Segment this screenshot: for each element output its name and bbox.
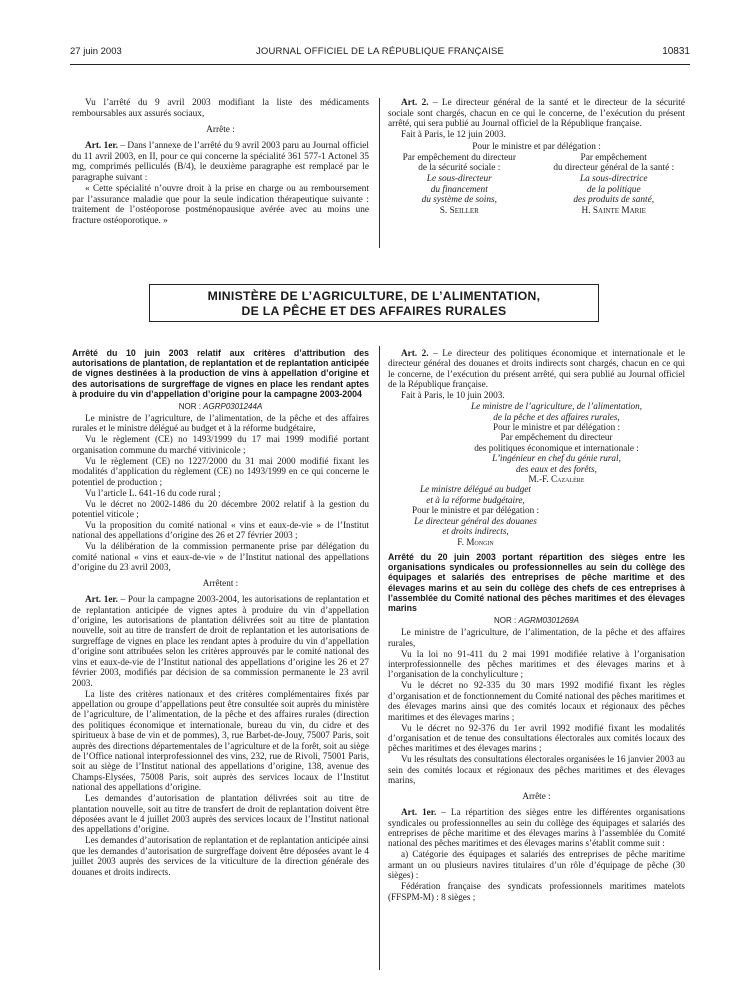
delegation-line: Pour le ministre et par délégation : (472, 141, 601, 152)
sig-line: de la sécurité sociale : (418, 163, 501, 174)
article-text: – Pour la campagne 2003-2004, les autorisations de replantation et de replantation anticipée de vignes aptes à produire du vin d’appellation d’origine, les autorisations de plantation délivrées soit au titre de plantation nouvelle, soit au titre de transfert de droit de replantation et les autorisations de surgreffage de vignes en place les rendant aptes à produire du vin d’appellation d’origine sont attribuées selon les critères approuvés par le comité national des vins et eaux-de-vie de l’Institut national des appellations d’origine les 26 et 27 février 2003, modifiés par décision de sa commission permanente le 23 avril 2003. (72, 594, 369, 688)
article-1 (72, 594, 369, 688)
top-left-column (72, 98, 369, 227)
nor-label: NOR : (494, 616, 519, 626)
paragraph: Le ministre de l’agriculture, de l’alimentation, de la pêche et des affaires rurales, (388, 627, 685, 648)
paragraph: Le ministre de l’agriculture, de l’alimentation, de la pêche et des affaires rurales et le ministre délégué au budget et à la réforme budgétaire, (72, 413, 369, 434)
sig-line: Le sous-directeur (426, 173, 492, 184)
article-label: Art. 1er. (401, 807, 437, 818)
sig-line: La sous-directrice (579, 173, 648, 184)
article-2 (388, 98, 685, 130)
signature-left (388, 153, 531, 217)
article-2 (388, 348, 685, 390)
signatory-name: S. Seiller (439, 205, 479, 216)
nor-code: AGRM0301269A (518, 616, 579, 626)
nor-reference (388, 616, 685, 626)
paragraph: Les demandes d’autorisation de plantation délivrées soit au titre de plantation nouvelle, soit au titre de transfert de droit de replantation doivent être déposées avant le 4 juillet 2003 auprès des services locaux de l’Institut national des appellations d’origine. (72, 793, 369, 835)
signatory-name: H. Sainte Marie (581, 205, 646, 216)
article-text: – Le directeur des politiques économique et internationale et le directeur général des douanes et droits indirects sont chargés, chacun en ce qui le concerne, de l’exécution du présent arrêté, qui sera publié au Journal officiel de la République française. (388, 348, 686, 390)
sig-line: des produits de santé, (573, 195, 655, 206)
decree-title: Arrêté du 10 juin 2003 relatif aux critères d’attribution des autorisations de plantation, de replantation et de replantation anticipée de vignes destinées à la production de vins à appellation d’origine et des autorisations de surgreffage de vignes en place les rendant aptes à produire du vin d’appellation d’origine pour la campagne 2003-2004 (72, 348, 369, 399)
sig-line: Pour le ministre et par délégation : (492, 422, 621, 433)
sig-line: Le ministre délégué au budget (420, 484, 531, 495)
article-label: Art. 2. (401, 98, 429, 108)
header-journal-title: JOURNAL OFFICIEL DE LA RÉPUBLIQUE FRANÇAISE (255, 46, 505, 57)
bottom-right-column (388, 348, 685, 903)
article-label: Art. 1er. (85, 140, 118, 151)
article-label: Art. 1er. (85, 594, 118, 605)
list-item: Fédération française des syndicats professionnels maritimes matelots (FFSPM-M) : 8 sièges ; (388, 881, 685, 902)
signature-block-2 (388, 484, 563, 546)
sig-line: des politiques économique et internationale : (474, 442, 639, 453)
sig-line: Le directeur général des douanes (414, 515, 537, 526)
sig-line: du financement (430, 184, 488, 195)
signature-block-1 (388, 401, 685, 484)
fait-a-paris: Fait à Paris, le 10 juin 2003. (401, 390, 505, 401)
signature-block (388, 153, 685, 217)
paragraph: Vu le décret no 92-335 du 30 mars 1992 modifié fixant les règles d’organisation et de fonctionnement du Comité national des pêches maritimes et des élevages marins ainsi que des comités locaux et régionaux des pêches maritimes et des élevages marins ; (388, 680, 685, 722)
sig-line: du directeur général de la santé : (553, 163, 675, 174)
ministry-line-2: DE LA PÊCHE ET DES AFFAIRES RURALES (241, 304, 507, 318)
quoted-paragraph: « Cette spécialité n’ouvre droit à la prise en charge ou au remboursement par l’assurance maladie que pour la seule indication thérapeutique suivante : traitement de l’ostéoporose postménopausique avérée avec au moins une fracture ostéoporotique. » (72, 183, 369, 226)
list-item: a) Catégorie des équipages et salariés des entreprises de pêche maritime armant un ou plusieurs navires titulaires d’un rôle d’équipage de pêche (30 sièges) : (388, 849, 685, 881)
signatory-name: M.-F. Cazalère (528, 474, 585, 485)
bottom-left-column (72, 348, 369, 878)
paragraph: Vu l’article L. 641-16 du code rural ; (85, 487, 221, 498)
paragraph: Vu le décret no 92-376 du 1er avril 1992 modifié fixant les modalités d’organisation et de tenue des consultations électorales aux comités locaux des pêches maritimes et des élevages marins ; (388, 722, 685, 754)
ministry-heading-box (149, 284, 599, 322)
top-right-column (388, 98, 685, 216)
sig-line: Pour le ministre et par délégation : (411, 505, 540, 516)
paragraph: Vu le règlement (CE) no 1227/2000 du 31 mai 2000 modifié fixant les modalités d’application du règlement (CE) no 1493/1999 en ce qui concerne le potentiel de production ; (72, 455, 369, 487)
ministry-line-1: MINISTÈRE DE L’AGRICULTURE, DE L’ALIMENTATION, (207, 289, 541, 303)
sig-line: Par empêchement du directeur (500, 432, 613, 443)
paragraph: Vu le décret no 2002-1486 du 20 décembre 2002 relatif à la gestion du potentiel viticole ; (72, 498, 369, 520)
nor-reference (72, 402, 369, 412)
paragraph: Vu la proposition du comité national « vins et eaux-de-vie » de l’Institut national des appellations d’origine des 26 et 27 février 2003 ; (72, 520, 369, 541)
column-divider-bottom (379, 346, 380, 970)
paragraph: Vu le règlement (CE) no 1493/1999 du 17 mai 1999 modifié portant organisation commune du marché vitivinicole ; (72, 434, 369, 455)
article-1 (388, 807, 685, 849)
paragraph: Vu les résultats des consultations électorales organisées le 16 janvier 2003 au sein des comités locaux et régionaux des pêches maritimes et des élevages marins, (388, 754, 685, 786)
fait-a-paris: Fait à Paris, le 12 juin 2003. (401, 130, 506, 141)
paragraph: Vu la délibération de la commission permanente prise par délégation du comité national « vins et eaux-de-vie » de l’Institut national des appellations d’origine du 23 avril 2003, (72, 541, 369, 573)
article-text: – La répartition des sièges entre les différentes organisations syndicales ou professionnelles au sein du collège des équipages et salariés des entreprises de pêche maritime et des élevages marins à l’assemblée du Comité national des pêches maritimes et des élevages marins s’établit comme suit : (388, 807, 685, 849)
sig-line: Par empêchement du directeur (402, 152, 516, 163)
arrete-heading: Arrête : (206, 124, 235, 135)
column-divider-top (379, 98, 380, 248)
paragraph: Les demandes d’autorisation de replantation et de replantation anticipée ainsi que les demandes d’autorisation de surgreffage doivent être déposées avant le 4 juillet 2003 auprès des services de la viticulture de la direction générale des douanes et droits indirects. (72, 835, 369, 877)
sig-line: de la pêche et des affaires rurales, (493, 411, 620, 422)
header-rule (70, 64, 690, 65)
paragraph: Vu la loi no 91-411 du 2 mai 1991 modifiée relative à l’organisation interprofessionnelle des pêches maritimes et des élevages marins et à l’organisation de la conchyliculture ; (388, 648, 685, 680)
sig-line: et droits indirects, (442, 526, 509, 537)
header-date: 27 juin 2003 (70, 46, 122, 57)
sig-line: des eaux et des forêts, (516, 463, 597, 474)
article-1 (72, 141, 369, 183)
header-page-number: 10831 (662, 46, 690, 57)
article-label: Art. 2. (401, 348, 429, 358)
paragraph: Vu l’arrêté du 9 avril 2003 modifiant la liste des médicaments remboursables aux assurés sociaux, (72, 98, 369, 119)
sig-line: Le ministre de l’agriculture, de l’alimentation, (470, 401, 643, 412)
sig-line: de la politique (586, 184, 641, 195)
sig-line: Par empêchement (580, 152, 647, 163)
sig-line: et à la réforme budgétaire, (426, 494, 525, 505)
running-header (70, 46, 690, 62)
sig-line: L’ingénieur en chef du génie rural, (492, 453, 621, 464)
nor-code: AGRP0301244A (203, 402, 263, 412)
article-text: – Dans l’annexe de l’arrêté du 9 avril 2003 paru au Journal officiel du 11 avril 2003, en II, pour ce qui concerne la spécialité 361 577-1 Actonel 35 mg, comprimés pelliculés (B/4), le deuxième paragraphe est remplacé par le paragraphe suivant : (72, 140, 369, 183)
signatory-name: F. Mongin (457, 536, 494, 547)
sig-line: du système de soins, (421, 195, 497, 206)
article-text: – Le directeur général de la santé et le directeur de la sécurité sociale sont chargés, chacun en ce qui le concerne, de l’exécution du présent arrêté, qui sera publié au Journal officiel de la République française. (388, 98, 685, 130)
arretent-heading: Arrêtent : (202, 578, 239, 589)
paragraph: La liste des critères nationaux et des critères complémentaires fixés par appellation ou groupe d’appellations peut être consultée soit auprès du ministère de l’agriculture, de l’alimentation, de la pêche et des affaires rurales (direction des politiques économique et internationale, bureau du vin, du cidre et des spiritueux à base de vin et de pommes), 3, rue Barbet-de-Jouy, 75007 Paris, soit auprès des directions départementales de l’agriculture et de la forêt, soit au siège de l’Office national interprofessionnel des vins, 232, rue de Rivoli, 75001 Paris, soit au siège de l’Institut national des appellations d’origine, 138, avenue des Champs-Elysées, 75008 Paris, soit auprès des services locaux de l’Institut national des appellations d’origine. (72, 688, 369, 793)
signature-right (542, 153, 685, 217)
arrete-heading: Arrête : (522, 791, 551, 802)
nor-label: NOR : (178, 402, 204, 412)
decree-title: Arrêté du 20 juin 2003 portant répartition des sièges entre les organisations syndicales ou professionnelles au sein du collège des équipages et salariés des entreprises de pêche maritime et des élevages marins et au sein du collège des chefs de ces entreprises à l’assemblée du Comité national des pêches maritimes et des élevages marins (388, 551, 685, 613)
